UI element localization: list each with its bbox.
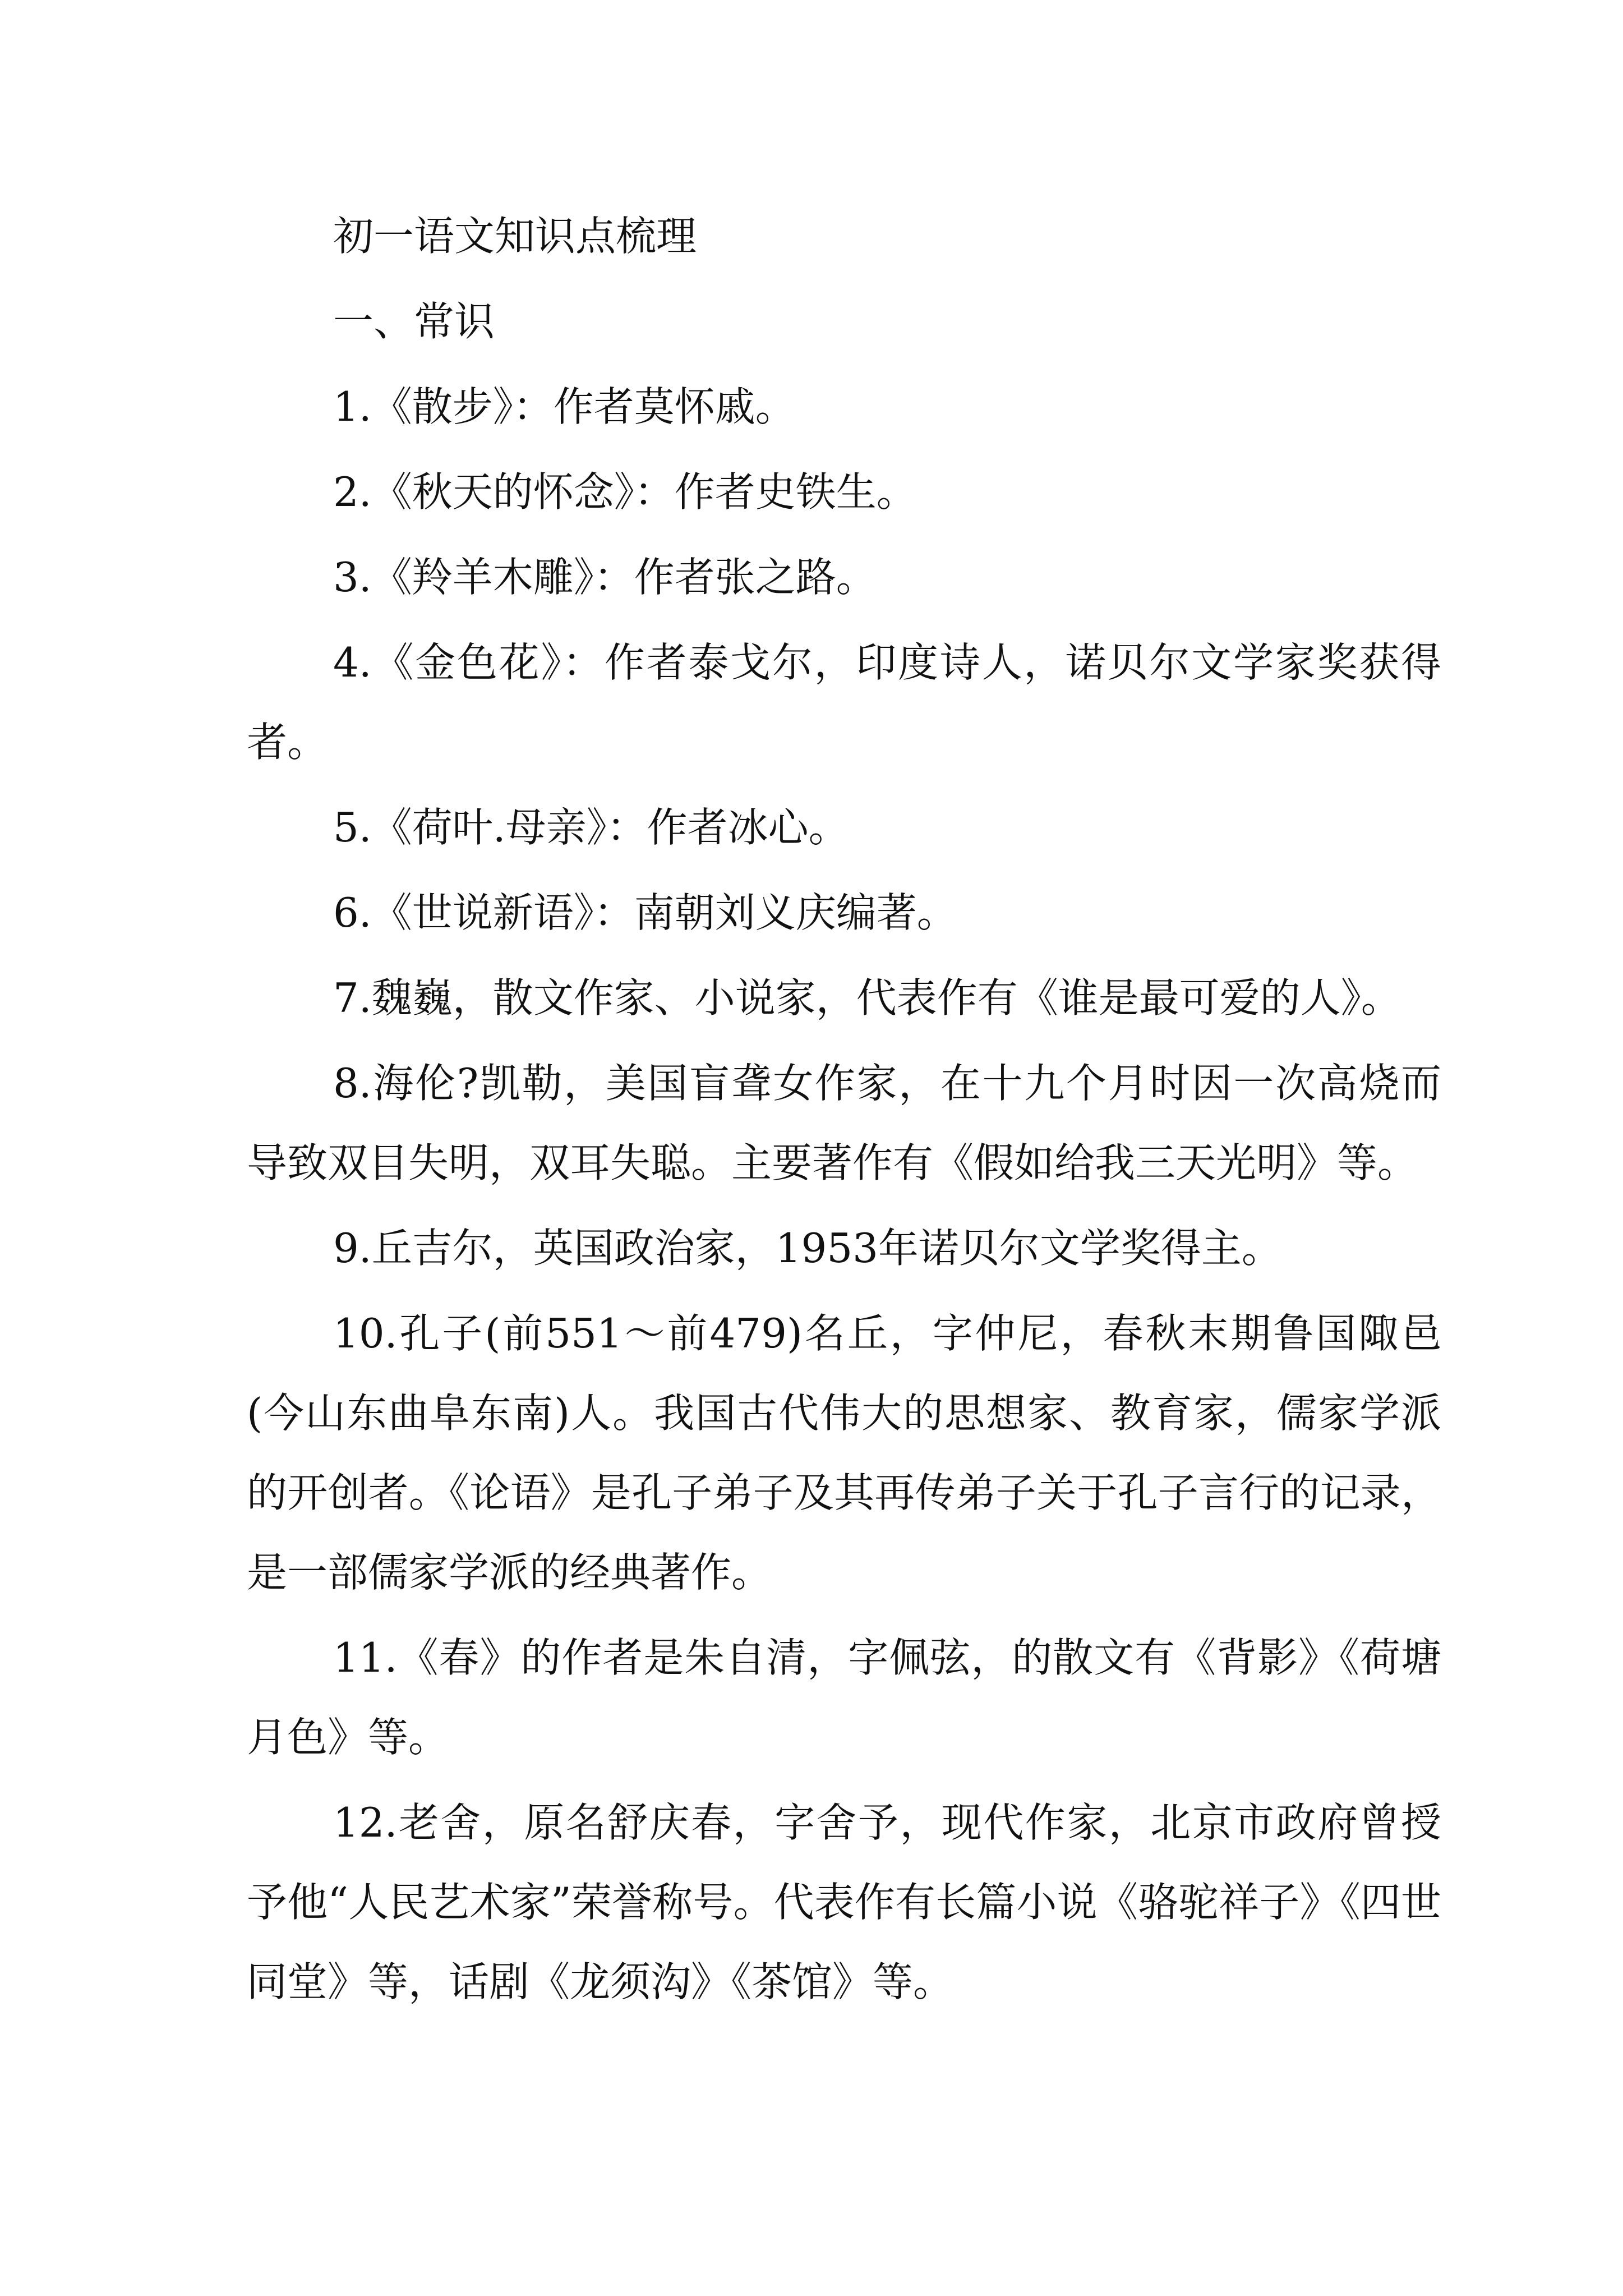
- list-item: 7.魏巍，散文作家、小说家，代表作有《谁是最可爱的人》。: [333, 974, 1401, 1022]
- list-item: 1.《散步》：作者莫怀戚。: [333, 383, 796, 430]
- list-item: 6.《世说新语》：南朝刘义庆编著。: [333, 889, 957, 936]
- list-item: 8.海伦?凯勒，美国盲聋女作家，在十九个月时因一次高烧而导致双目失明，双耳失聪。主要著作有《假如给我三天光明》等。: [247, 1060, 1441, 1186]
- list-item: 12.老舍，原名舒庆春，字舍予，现代作家，北京市政府曾授予他“人民艺术家”荣誉称号。代表作有长篇小说《骆驼祥子》《四世同堂》等，话剧《龙须沟》《茶馆》等。: [247, 1799, 1441, 2005]
- list-item: 2.《秋天的怀念》：作者史铁生。: [333, 468, 917, 516]
- list-item: 3.《羚羊木雕》：作者张之路。: [333, 554, 877, 601]
- list-item: 4.《金色花》：作者泰戈尔，印度诗人，诺贝尔文学家奖获得者。: [247, 639, 1441, 766]
- list-item: 5.《荷叶.母亲》：作者冰心。: [333, 804, 849, 851]
- section-heading: 一、常识: [333, 298, 495, 345]
- list-item: 10.孔子(前551～前479)名丘，字仲尼，春秋末期鲁国陬邑(今山东曲阜东南)人。我国古代伟大的思想家、教育家，儒家学派的开创者。《论语》是孔子弟子及其再传弟子关于孔子言行的记录，是一部儒家学派的经典著作。: [247, 1310, 1441, 1596]
- document-title: 初一语文知识点梳理: [333, 213, 697, 260]
- document-body: [247, 196, 1441, 2027]
- list-item: 11.《春》的作者是朱自清，字佩弦，的散文有《背影》《荷塘月色》等。: [247, 1634, 1441, 1761]
- list-item: 9.丘吉尔，英国政治家，1953年诺贝尔文学奖得主。: [333, 1225, 1282, 1272]
